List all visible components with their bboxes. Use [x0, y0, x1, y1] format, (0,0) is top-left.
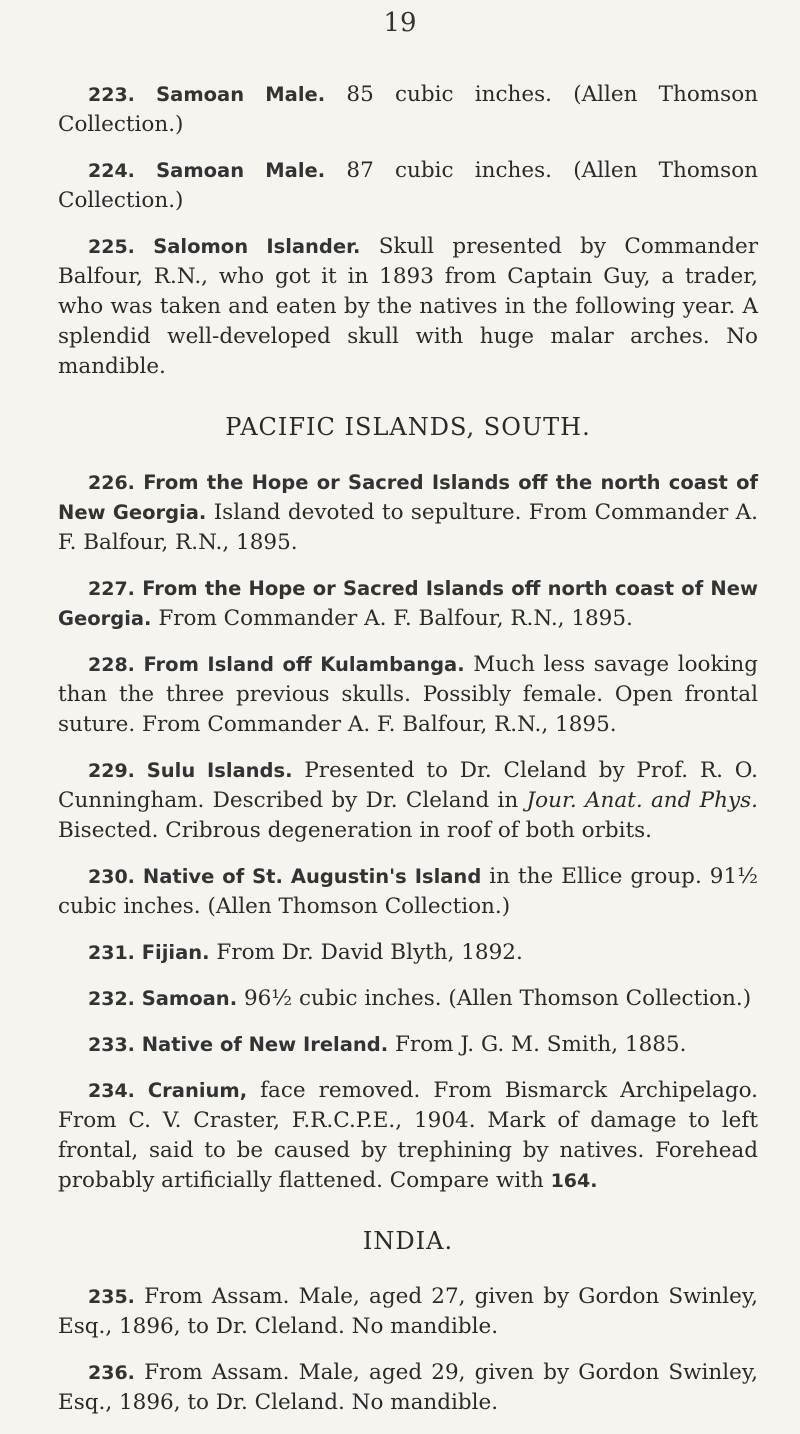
entry-number: 236.: [88, 1362, 135, 1384]
entry-text: From Commander A. F. Balfour, R.N., 1895.: [158, 606, 633, 631]
entry-number: 230.: [88, 866, 135, 888]
entry-heading: From the Hope or Sacred Islands off north coast of New Georgia.: [58, 577, 758, 630]
entry-heading: Samoan Male.: [156, 83, 326, 106]
entry-text-continued: Bisected. Cribrous degeneration in roof of both orbits.: [58, 818, 653, 843]
entry-heading: From Island off Kulambanga.: [143, 653, 465, 676]
entry-number: 233.: [88, 1034, 135, 1056]
entry-text: Skull presented by Commander Balfour, R.N., who got it in 1893 from Captain Guy, a trader, who was taken and eaten by the natives in the following year. A splendid well-developed skull with huge malar arches. No mandible.: [58, 234, 758, 379]
entry-number: 229.: [88, 760, 135, 782]
entry-226: [58, 468, 758, 558]
section-heading-india: INDIA.: [362, 1227, 454, 1255]
cross-reference: 164.: [550, 1170, 598, 1192]
entry-231: [58, 938, 758, 968]
entry-text: From J. G. M. Smith, 1885.: [395, 1032, 687, 1057]
journal-title: Jour. Anat. and Phys.: [526, 788, 758, 813]
entry-225: [58, 232, 758, 382]
entry-text: From Assam. Male, aged 27, given by Gordon Swinley, Esq., 1896, to Dr. Cleland. No mandible.: [58, 1284, 758, 1339]
entry-text: Much less savage looking than the three previous skulls. Possibly female. Open frontal suture. From Commander A. F. Balfour, R.N., 1895.: [58, 652, 758, 737]
entry-heading: Fijian.: [141, 941, 210, 964]
entry-text: 96½ cubic inches. (Allen Thomson Collection.): [243, 986, 752, 1011]
entry-number: 228.: [88, 654, 135, 676]
entry-227: [58, 574, 758, 634]
entry-heading: Samoan Male.: [156, 159, 326, 182]
entry-text: in the Ellice group. 91½ cubic inches. (Allen Thomson Collection.): [58, 864, 758, 919]
entry-number: 225.: [88, 236, 135, 258]
entry-number: 234.: [88, 1080, 135, 1102]
entry-224: [58, 156, 758, 216]
entry-heading: Samoan.: [141, 987, 238, 1010]
entry-text: 85 cubic inches. (Allen Thomson Collection.): [58, 82, 758, 137]
entry-number: 223.: [88, 84, 135, 106]
entry-heading: Sulu Islands.: [146, 759, 293, 782]
page-number: 19: [383, 8, 417, 38]
entry-number: 231.: [88, 942, 135, 964]
entry-number: 235.: [88, 1286, 135, 1308]
entry-number: 224.: [88, 160, 135, 182]
page-body: [58, 80, 758, 1434]
entry-232: [58, 984, 758, 1014]
entry-heading: Cranium,: [147, 1079, 248, 1102]
entry-heading: Native of St. Augustin's Island: [142, 865, 482, 888]
entry-223: [58, 80, 758, 140]
entry-236: [58, 1358, 758, 1418]
entry-number: 232.: [88, 988, 135, 1010]
entry-heading: Native of New Ireland.: [141, 1033, 389, 1056]
entry-234: [58, 1076, 758, 1196]
section-heading-pacific: PACIFIC ISLANDS, SOUTH.: [225, 413, 591, 441]
entry-heading: From the Hope or Sacred Islands off the north coast of New Georgia.: [58, 471, 759, 524]
entry-230: [58, 862, 758, 922]
entry-233: [58, 1030, 758, 1060]
entry-228: [58, 650, 758, 740]
entry-text: From Assam. Male, aged 29, given by Gordon Swinley, Esq., 1896, to Dr. Cleland. No mandible.: [58, 1360, 758, 1415]
entry-number: 227.: [88, 578, 135, 600]
entry-text: Island devoted to sepulture. From Commander A. F. Balfour, R.N., 1895.: [58, 500, 758, 555]
entry-229: [58, 756, 758, 846]
entry-text: Presented to Dr. Cleland by Prof. R. O. Cunningham. Described by Dr. Cleland in: [58, 758, 758, 813]
entry-235: [58, 1282, 758, 1342]
entry-text: 87 cubic inches. (Allen Thomson Collection.): [58, 158, 758, 213]
entry-text: From Dr. David Blyth, 1892.: [216, 940, 523, 965]
entry-number: 226.: [88, 472, 135, 494]
entry-text: face removed. From Bismarck Archipelago. From C. V. Craster, F.R.C.P.E., 1904. Mark of damage to left frontal, said to be caused by trephining by natives. Forehead probably artificially flattened. Compare with: [58, 1078, 758, 1193]
entry-heading: Salomon Islander.: [153, 235, 361, 258]
